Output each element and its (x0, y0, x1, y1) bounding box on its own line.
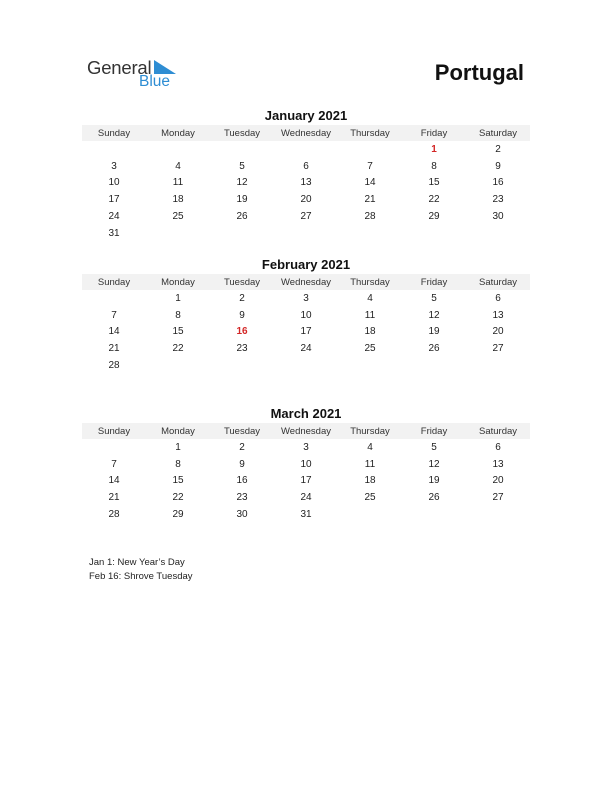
day-cell: 5 (431, 292, 437, 304)
day-cell: 19 (236, 194, 248, 206)
week-row (82, 489, 530, 506)
day-cell: 13 (492, 309, 504, 321)
day-cell: 18 (364, 326, 376, 338)
day-cell: 6 (495, 292, 501, 304)
weekday-label: Thursday (350, 425, 390, 437)
weekday-label: Thursday (350, 127, 390, 139)
day-cell: 9 (239, 309, 245, 321)
day-cell: 31 (108, 227, 120, 239)
weekday-label: Tuesday (223, 425, 261, 437)
day-cell: 22 (428, 194, 440, 206)
weekday-label: Saturday (478, 425, 518, 437)
day-cell: 10 (108, 177, 120, 189)
day-cell: 21 (364, 194, 376, 206)
day-cell: 4 (367, 292, 373, 304)
day-cell: 30 (236, 509, 248, 521)
day-cell: 27 (492, 492, 504, 504)
week-row (82, 439, 530, 456)
month-title: March 2021 (270, 406, 342, 421)
weekday-label: Friday (420, 425, 448, 437)
day-cell: 15 (172, 475, 184, 487)
weekday-label: Wednesday (281, 276, 331, 288)
day-cell: 3 (303, 441, 309, 453)
day-cell: 27 (492, 343, 504, 355)
weekday-label: Saturday (478, 127, 518, 139)
day-cell: 13 (492, 458, 504, 470)
week-row (82, 456, 530, 473)
day-cell: 12 (236, 177, 248, 189)
day-cell: 2 (495, 143, 501, 155)
day-cell: 26 (428, 492, 440, 504)
day-cell: 1 (431, 143, 437, 155)
weekday-label: Friday (420, 276, 448, 288)
day-cell: 12 (428, 458, 440, 470)
weekday-label: Monday (161, 276, 195, 288)
week-row (82, 225, 530, 242)
day-cell: 22 (172, 492, 184, 504)
day-cell: 14 (108, 326, 120, 338)
weekday-label: Sunday (97, 127, 131, 139)
month-block (82, 405, 530, 540)
week-row (82, 374, 530, 391)
day-cell: 6 (303, 160, 309, 172)
day-cell: 8 (175, 458, 181, 470)
day-cell: 16 (492, 177, 504, 189)
day-cell: 2 (239, 441, 245, 453)
day-cell: 31 (300, 509, 312, 521)
day-cell: 8 (175, 309, 181, 321)
day-cell: 20 (300, 194, 312, 206)
day-cell: 14 (108, 475, 120, 487)
day-cell: 19 (428, 475, 440, 487)
day-cell: 25 (172, 211, 184, 223)
day-cell: 5 (431, 441, 437, 453)
week-row (82, 290, 530, 307)
week-row (82, 208, 530, 225)
weekday-label: Wednesday (281, 127, 331, 139)
day-cell: 17 (300, 475, 312, 487)
day-cell: 30 (492, 211, 504, 223)
weekday-header-row (82, 423, 530, 439)
day-cell: 28 (108, 509, 120, 521)
country-title: Portugal (434, 60, 524, 85)
day-cell: 3 (111, 160, 117, 172)
day-cell: 5 (239, 160, 245, 172)
day-cell: 15 (172, 326, 184, 338)
month-title: February 2021 (261, 257, 351, 272)
weekday-header-row (82, 274, 530, 290)
week-row (82, 357, 530, 374)
week-row (82, 324, 530, 341)
weekday-label: Friday (420, 127, 448, 139)
day-cell: 18 (172, 194, 184, 206)
day-cell: 25 (364, 492, 376, 504)
day-cell: 6 (495, 441, 501, 453)
logo-blue-text: Blue (139, 73, 171, 90)
day-cell: 1 (175, 441, 181, 453)
day-cell: 2 (239, 292, 245, 304)
day-cell: 27 (300, 211, 312, 223)
day-cell: 18 (364, 475, 376, 487)
weekday-label: Sunday (97, 425, 131, 437)
day-cell: 4 (367, 441, 373, 453)
day-cell: 23 (236, 343, 248, 355)
day-cell: 17 (300, 326, 312, 338)
day-cell: 4 (175, 160, 181, 172)
day-cell: 12 (428, 309, 440, 321)
day-cell: 17 (108, 194, 120, 206)
day-cell: 16 (236, 326, 248, 338)
day-cell: 22 (172, 343, 184, 355)
week-row (82, 158, 530, 175)
day-cell: 15 (428, 177, 440, 189)
day-cell: 26 (428, 343, 440, 355)
holiday-note: Jan 1: New Year’s Day (89, 557, 185, 568)
day-cell: 24 (108, 211, 120, 223)
day-cell: 21 (108, 343, 120, 355)
day-cell: 26 (236, 211, 248, 223)
weekday-label: Monday (161, 127, 195, 139)
month-block (82, 107, 530, 242)
logo-triangle-icon (154, 60, 176, 74)
weekday-header-row (82, 125, 530, 141)
day-cell: 23 (492, 194, 504, 206)
day-cell: 29 (172, 509, 184, 521)
holiday-notes (89, 556, 193, 584)
day-cell: 19 (428, 326, 440, 338)
day-cell: 25 (364, 343, 376, 355)
day-cell: 11 (364, 309, 376, 321)
week-row (82, 307, 530, 324)
weekday-label: Saturday (478, 276, 518, 288)
day-cell: 11 (172, 177, 184, 189)
day-cell: 24 (300, 343, 312, 355)
day-cell: 9 (239, 458, 245, 470)
weekday-label: Sunday (97, 276, 131, 288)
week-row (82, 340, 530, 357)
day-cell: 7 (111, 309, 117, 321)
day-cell: 24 (300, 492, 312, 504)
weekday-label: Tuesday (223, 276, 261, 288)
day-cell: 13 (300, 177, 312, 189)
day-cell: 29 (428, 211, 440, 223)
month-title: January 2021 (264, 108, 348, 123)
week-row (82, 175, 530, 192)
week-row (82, 473, 530, 490)
weekday-label: Tuesday (223, 127, 261, 139)
logo-general-text: General (87, 57, 152, 78)
generalblue-logo (87, 55, 187, 95)
day-cell: 11 (364, 458, 376, 470)
day-cell: 28 (108, 360, 120, 372)
day-cell: 10 (300, 309, 312, 321)
day-cell: 20 (492, 326, 504, 338)
week-row (82, 141, 530, 158)
day-cell: 28 (364, 211, 376, 223)
day-cell: 8 (431, 160, 437, 172)
weekday-label: Monday (161, 425, 195, 437)
day-cell: 14 (364, 177, 376, 189)
week-row (82, 191, 530, 208)
week-row (82, 506, 530, 523)
day-cell: 16 (236, 475, 248, 487)
weekday-label: Wednesday (281, 425, 331, 437)
holiday-note: Feb 16: Shrove Tuesday (89, 571, 193, 582)
week-row (82, 523, 530, 540)
day-cell: 20 (492, 475, 504, 487)
day-cell: 9 (495, 160, 501, 172)
day-cell: 7 (367, 160, 373, 172)
weekday-label: Thursday (350, 276, 390, 288)
month-block (82, 256, 530, 391)
day-cell: 21 (108, 492, 120, 504)
day-cell: 10 (300, 458, 312, 470)
day-cell: 1 (175, 292, 181, 304)
day-cell: 3 (303, 292, 309, 304)
day-cell: 23 (236, 492, 248, 504)
day-cell: 7 (111, 458, 117, 470)
